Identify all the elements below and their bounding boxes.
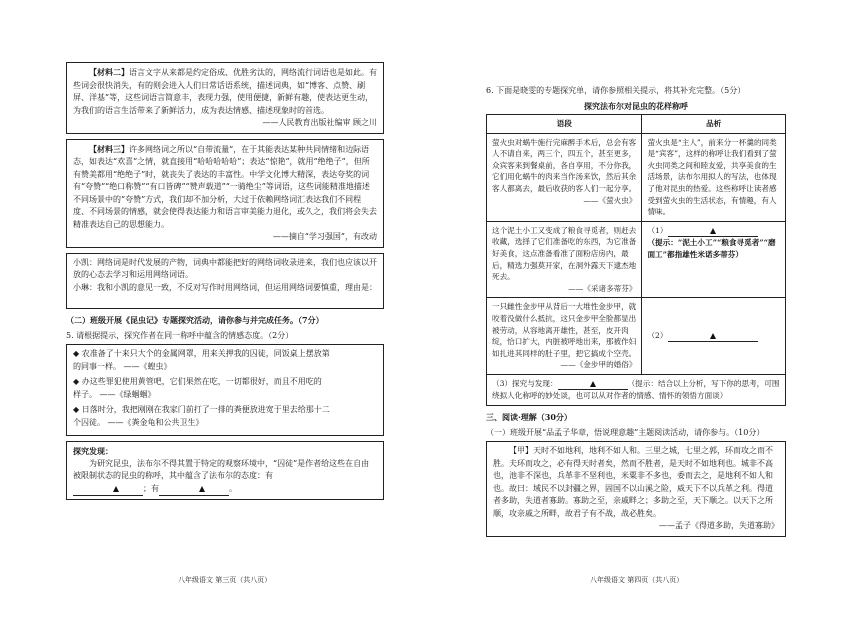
material-two-source: ——人民教育出版社编审 顾之川 [262, 118, 377, 127]
inquiry-box: 探究发现： 为研究昆虫，法布尔不得其置于特定的观察环境中，“囚徒”是作者给这些在自由被限制状态的昆虫的称呼，其中蕴含了法布尔的态度：有 ；有 。 [66, 441, 384, 500]
dialog-box [66, 253, 384, 310]
material-three-source: ——摘自“学习强国”，有改动 [272, 232, 377, 241]
quote-item: ◆ 农准备了十来只大个的金属网罩，用来关押我的囚徒，同饭桌上摆放第 的同事一样。 ——《蝗虫》 [73, 349, 330, 371]
triangle-marker-icon [710, 228, 716, 234]
material-three-text-continued: 边际语态，如表达“欢喜”之情，就直接用“哈哈哈哈哈”；表达“惊艳”，就用“绝绝子”，但所有赞美都用“绝绝子”时，就丧失了表达的丰富性。中学文化博大精深，表达夸奖的词有“夸赞”“绝口称赞”“有口皆碑”“赞声载道”“一骑绝尘”等词语，这些词能精准地描述不同场景中的“夸赞”方式，我们却不加分析，大过于依赖网络词汇表达我们不同程度、不同场景的情感，就会使得表达能力和语言审美能力退化，或久之，我们将会失去精准表达自己的思想能力。 [73, 144, 377, 229]
hint-text: （提示：“泥土小工”“粮食寻觅者”“磨面工”都指雄性米诺多蒂芬） [647, 238, 776, 259]
table-title: 探究法布尔对昆虫的花样称呼 [584, 100, 688, 111]
triangle-marker-icon [113, 486, 119, 492]
answer-blank-2[interactable] [159, 483, 229, 497]
material-two-box [66, 62, 384, 134]
passage-text: 这个泥土小工又变成了粮食寻觅者，则赶去收藏，选择了它们准备吃的东西，为它准备好美食，这点准备看准了面粉店房内，最后，精选力强莫开家，在洞外露天下逮杰地死去。 [492, 225, 637, 282]
table-row: 这个泥土小工又变成了粮食寻觅者，则赶去收藏，选择了它们准备吃的东西，为它准备好美食，这点准备看准了面粉店房内，最后，精选力强莫开家，在洞外露天下逮杰地死去。 ——《采诸多蒂芬》 （1） （提示：“泥土小工”“粮食寻觅者”“磨面工”都指雄性米诺多蒂芬） [487, 221, 786, 298]
passage-jia-text: 【甲】天时不如地利，地利不如人和。三里之城，七里之郭，环而攻之而不胜。夫环而攻之，必有得天时者矣，然而不胜者，是天时不如地利也。城非不高也，池非不深也，兵革非不坚利也，米粟非不多也，委而去之，是地利不如人和也。故曰：域民不以封疆之界，固国不以山溪之险，威天下不以兵革之利。得道者多助，失道者寡助。寡助之至，亲戚畔之；多助之至，天下顺之。以天下之所顺，攻亲戚之所畔，故君子有不战，战必胜矣。 [493, 446, 773, 518]
passage-source: ——《萤火虫》 [583, 195, 637, 205]
answer-blank-3[interactable] [668, 225, 758, 238]
passage-source: ——《金步甲的婚俗》 [560, 360, 637, 370]
quote-item: ◆ 办这些罪犯使用黄管吧，它们果然在吃，一切都很好，而且不用吃的 样子。 ——《绿蝈蝈》 [73, 377, 322, 399]
passage-text: 萤火虫对蜗牛施行完麻醉手术后，总会有客人不请自来，两三个，四五个，甚至更多，众宾客来到餐桌前，各自享用，不分你我，它们用化蜗牛的肉来当作汤来饮，然后其余客人都离去，最后收获的客人们一起分享。 [492, 137, 637, 193]
page-three-footer: 八年级语文 第三页（共八页） [178, 576, 272, 584]
material-two-text: 语言文字从来都是约定俗成、优胜劣汰的，网络流行词语也是如此。有些词会很快消失，有的则会进入人们日常话语系统，描述词典，如“博客、点赞、刷屏、洋基”等，这些词语言简意丰，表现力强，使用便捷，新鲜有趣，使表达更生动，为我们的语言生活带来了新鲜活力，成为表达情感、描述现象时的首选。 [73, 68, 377, 115]
part-three-heading: 三、阅读·理解（30分） [486, 412, 572, 423]
triangle-marker-icon [199, 486, 205, 492]
table-header-row [487, 115, 786, 134]
page-three [66, 62, 384, 602]
dialog-xiaolin: 小琳：我和小凯的意见一致，不反对写作时用网络词，但运用网络词要慎重，理由是： [73, 282, 377, 292]
page-four [486, 82, 786, 622]
quote-box [66, 344, 384, 436]
question-five: 5. 请根据提示，探究作者在同一称呼中蕴含的情感态度。（2分） [66, 330, 294, 340]
table-row: 一只雌性金步甲从背后一大堆性金步甲，就咬着没做什么抵抗，这只金步甲全脸都显出被劳动，从容地离开雄性，甚至，皮开肉绽，恰口扩大，内脏被呼地出来，那被作妇如扎进其同样的肚子里，把它搞成个空壳。 ——《金步甲的婚俗》 （2） [487, 298, 786, 375]
finding-hint: （提示：结合以上分析，写下你的思考，可围绕拟人化称呼的妙处谈，也可以从对作者的情感、情怀的领悟方面谈） [492, 378, 780, 401]
page-four-footer: 八年级语文 第四页（共八页） [590, 576, 684, 584]
table-row [487, 374, 786, 405]
question-six: 6. 下面是晓雯的专题探究单，请你参照相关提示，将其补充完整。（5分） [486, 86, 746, 95]
passage-jia-box [486, 441, 786, 537]
quote-item: ◆ 日落时分，我把刚刚在我家门前打了一排的粪便放进宽于里去给那十二 个囚徒。 ——《粪金龟和公共卫生》 [73, 405, 330, 427]
material-three-label: 【材料三】 [89, 143, 129, 154]
triangle-marker-icon [710, 333, 716, 339]
material-two-label: 【材料二】 [89, 67, 129, 77]
finding-label: （3）探究与发现： [492, 378, 558, 388]
material-three-box [66, 139, 384, 248]
analysis-text: 萤火虫是“主人”，前来分一杯羹的同类是“宾客”，这样的称呼让我们看到了萤火虫同类之间和睦友爱，共享美食的生活场景，法布尔用拟人的写法，也体现了他对昆虫的热爱。这些称呼让读者感受到萤火虫的生活状态，有情趣，有人情味。 [642, 133, 786, 221]
dialog-xiaokai: 小凯：网络词是时代发展的产物，词典中都能把好的网络词收录进来，我们也应该以开放的心态去学习和运用网络词语。 [73, 257, 377, 279]
passage-text: 一只雌性金步甲从背后一大堆性金步甲，就咬着没做什么抵抗，这只金步甲全脸都显出被劳动，从容地离开雄性，甚至，皮开肉绽，恰口扩大，内脏被呼地出来，那被作妇如扎进其同样的肚子里，把它搞成个空壳。 [492, 302, 637, 358]
passage-jia-source: ——孟子《得道多助，失道寡助》 [659, 521, 779, 531]
quote-source: ——《蝗虫》 [123, 361, 172, 371]
answer-blank-4[interactable] [668, 330, 758, 343]
inquiry-table [486, 114, 786, 406]
quote-source: ——《绿蝈蝈》 [99, 389, 156, 399]
inquiry-title: 探究发现： [73, 446, 113, 456]
column-header-analysis: 品析 [642, 115, 786, 134]
quote-source: ——《粪金龟和公共卫生》 [107, 417, 204, 427]
part-two-heading: （二）班级开展《昆虫记》专题探究活动，请你参与并完成任务。（7分） [66, 315, 324, 325]
triangle-marker-icon [590, 381, 596, 387]
answer-blank-5[interactable] [558, 378, 628, 391]
passage-source: ——《采诸多蒂芬》 [568, 283, 637, 293]
part-three-subheading: （一）班级开展“品孟子华章，悟说理意趣”主题阅读活动，请你参与。（10分） [486, 427, 765, 437]
table-row [487, 133, 786, 221]
answer-blank-1[interactable] [73, 483, 143, 497]
material-three-text: 许多网络词之所以“自带流量”，在于其能表达某种共同情绪和 [129, 144, 346, 154]
inquiry-text: 为研究昆虫，法布尔不得其置于特定的观察环境中，“囚徒”是作者给这些在自由被限制状态的昆虫的称呼，其中蕴含了法布尔的态度：有 [73, 458, 370, 480]
column-header-passage: 语段 [487, 115, 642, 134]
